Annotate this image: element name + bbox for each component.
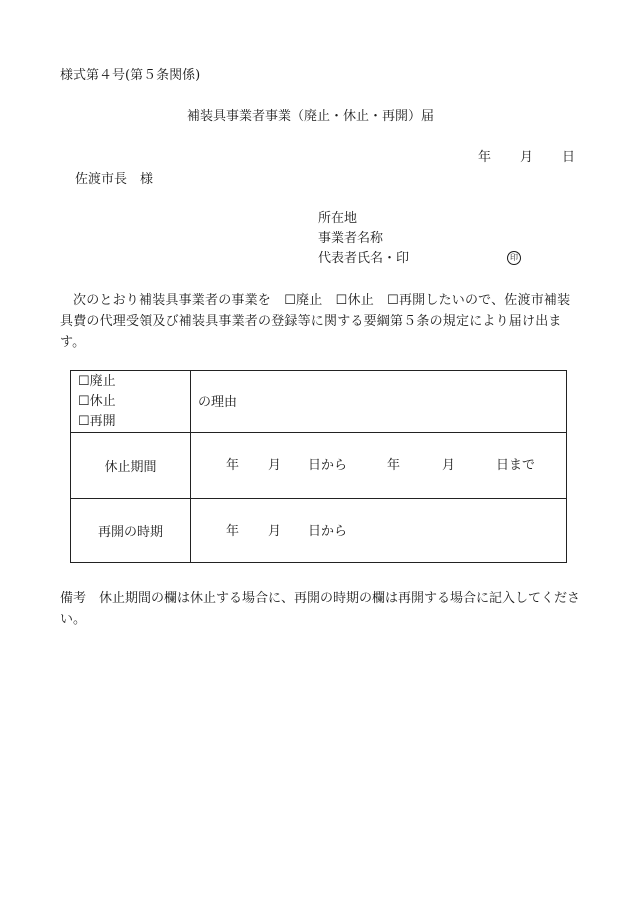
suspension-period-cell[interactable]	[191, 433, 567, 498]
date-line	[478, 151, 575, 164]
representative-label: 代表者氏名・印	[318, 251, 410, 266]
option-suspend[interactable]: ☐休止	[78, 393, 116, 409]
suspension-period-label: 休止期間	[71, 433, 191, 498]
notification-table	[70, 370, 567, 563]
addressee: 佐渡市長 様	[75, 172, 154, 187]
suspension-year1: 年	[226, 458, 240, 474]
table-row-suspension	[71, 433, 567, 498]
business-name-label: 事業者名称	[318, 231, 384, 246]
suspension-year2: 年	[387, 458, 401, 474]
form-number: 様式第４号(第５条関係)	[60, 68, 201, 83]
resume-from: 日から	[308, 523, 348, 539]
resume-month: 月	[268, 523, 282, 539]
seal-mark-icon: 印	[507, 251, 521, 265]
resume-year: 年	[226, 523, 240, 539]
date-day: 日	[562, 150, 576, 165]
suspension-from: 日から	[308, 458, 348, 474]
option-checkboxes	[71, 371, 191, 433]
resume-timing-label: 再開の時期	[71, 498, 191, 562]
table-row-resume	[71, 498, 567, 562]
suspension-month1: 月	[268, 458, 282, 474]
document-title: 補装具事業者事業（廃止・休止・再開）届	[187, 109, 435, 124]
remarks: 備考 休止期間の欄は休止する場合に、再開の時期の欄は再開する場合に記入してください。	[60, 591, 581, 627]
suspension-until: 日まで	[496, 458, 536, 474]
date-year: 年	[478, 150, 492, 165]
reason-cell[interactable]	[191, 371, 567, 433]
body-text: 次のとおり補装具事業者の事業を ☐廃止 ☐休止 ☐再開したいので、佐渡市補装具費の代理受領及び補装具事業者の登録等に関する要綱第５条の規定により届け出ます。	[60, 293, 571, 350]
option-resume[interactable]: ☐再開	[78, 413, 116, 429]
table-row-reason	[71, 371, 567, 433]
suspension-month2: 月	[442, 458, 456, 474]
address-label: 所在地	[318, 211, 358, 226]
date-month: 月	[520, 150, 534, 165]
resume-timing-cell[interactable]	[191, 498, 567, 562]
option-abolish[interactable]: ☐廃止	[78, 373, 116, 389]
reason-label: の理由	[198, 395, 238, 410]
